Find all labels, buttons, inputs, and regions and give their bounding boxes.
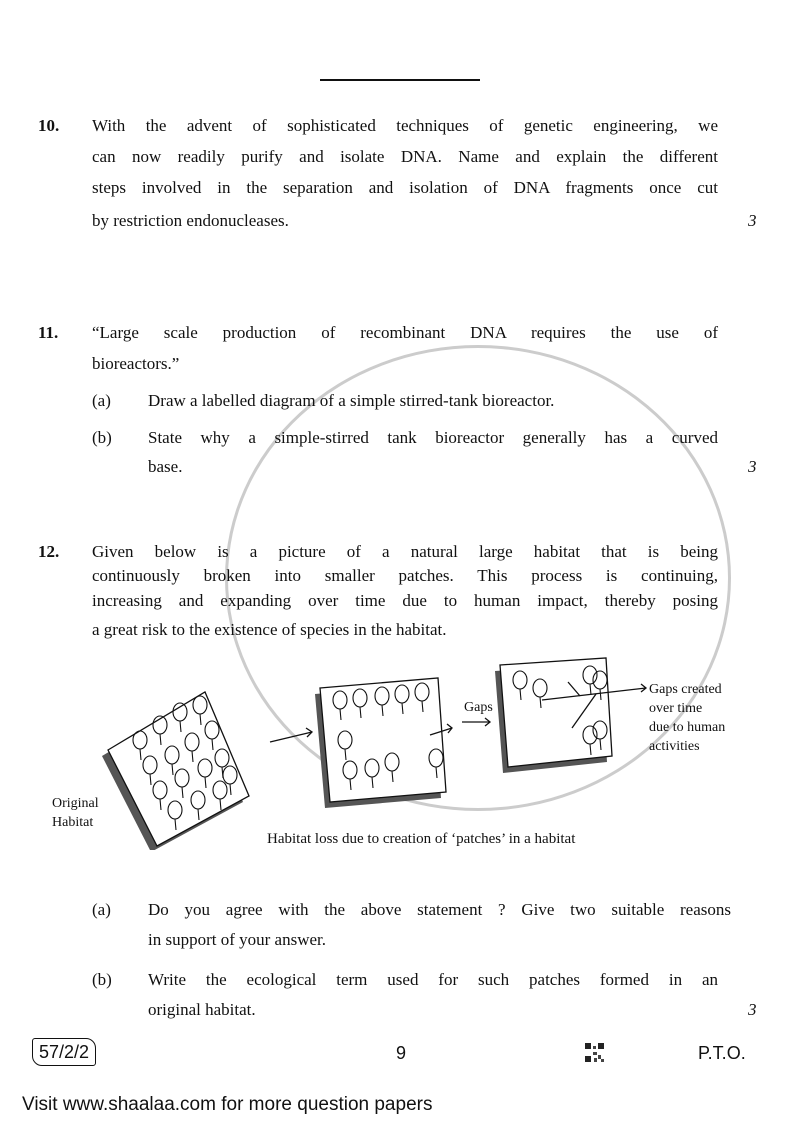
question-12b-label: (b) [92,970,112,989]
question-12b-text: Write the ecological term used for such patches formed in an [148,970,718,989]
question-11b-text: State why a simple-stirred tank bioreactor generally has a curved [148,428,718,447]
question-12b-text: original habitat. [148,1000,256,1019]
visit-link-text[interactable]: Visit www.shaalaa.com for more question papers [22,1094,433,1115]
question-10-text: With the advent of sophisticated techniques of genetic engineering, we [92,116,718,135]
question-10-text: by restriction endonucleases. [92,211,289,230]
arrow-icon [270,728,312,742]
question-12-text: increasing and expanding over time due to human impact, thereby posing [92,591,718,610]
page-number: 9 [396,1043,407,1063]
label-original: Original Habitat [52,796,99,830]
please-turn-over: P.T.O. [698,1043,746,1063]
top-rule [320,79,480,81]
label-gaps: Gaps [464,700,493,715]
qr-code-icon [585,1043,605,1063]
fragmented-patch-1 [315,678,446,808]
question-12-marks: 3 [748,1000,757,1019]
question-12a-label: (a) [92,900,111,919]
question-11a-text: Draw a labelled diagram of a simple stirred-tank bioreactor. [148,391,555,410]
question-12-text: Given below is a picture of a natural large habitat that is being [92,542,718,561]
question-11-marks: 3 [748,457,757,476]
arrow-icon [462,718,490,726]
question-11-number: 11. [38,323,59,342]
question-12a-text: Do you agree with the above statement ? Give two suitable reasons [148,900,731,919]
question-10-text: can now readily purify and isolate DNA. Name and explain the different [92,147,718,166]
question-11-text: bioreactors.” [92,354,180,373]
question-12-text: continuously broken into smaller patches. This process is continuing, [92,566,718,585]
question-11b-text: base. [148,457,183,476]
paper-code: 57/2/2 [32,1038,96,1066]
question-12-number: 12. [38,542,60,561]
figure-caption: Habitat loss due to creation of ‘patches’ in a habitat [267,831,576,847]
question-11b-label: (b) [92,428,112,447]
question-11-text: “Large scale production of recombinant DNA requires the use of [92,323,718,342]
question-10-text: steps involved in the separation and isolation of DNA fragments once cut [92,178,718,197]
question-11a-label: (a) [92,391,111,410]
question-12a-text: in support of your answer. [148,930,327,949]
question-10-number: 10. [38,116,60,135]
label-gaps-created: Gaps created over time due to human activities [649,682,726,754]
question-12-text: a great risk to the existence of species in the habitat. [92,620,447,639]
question-10-marks: 3 [748,211,757,230]
